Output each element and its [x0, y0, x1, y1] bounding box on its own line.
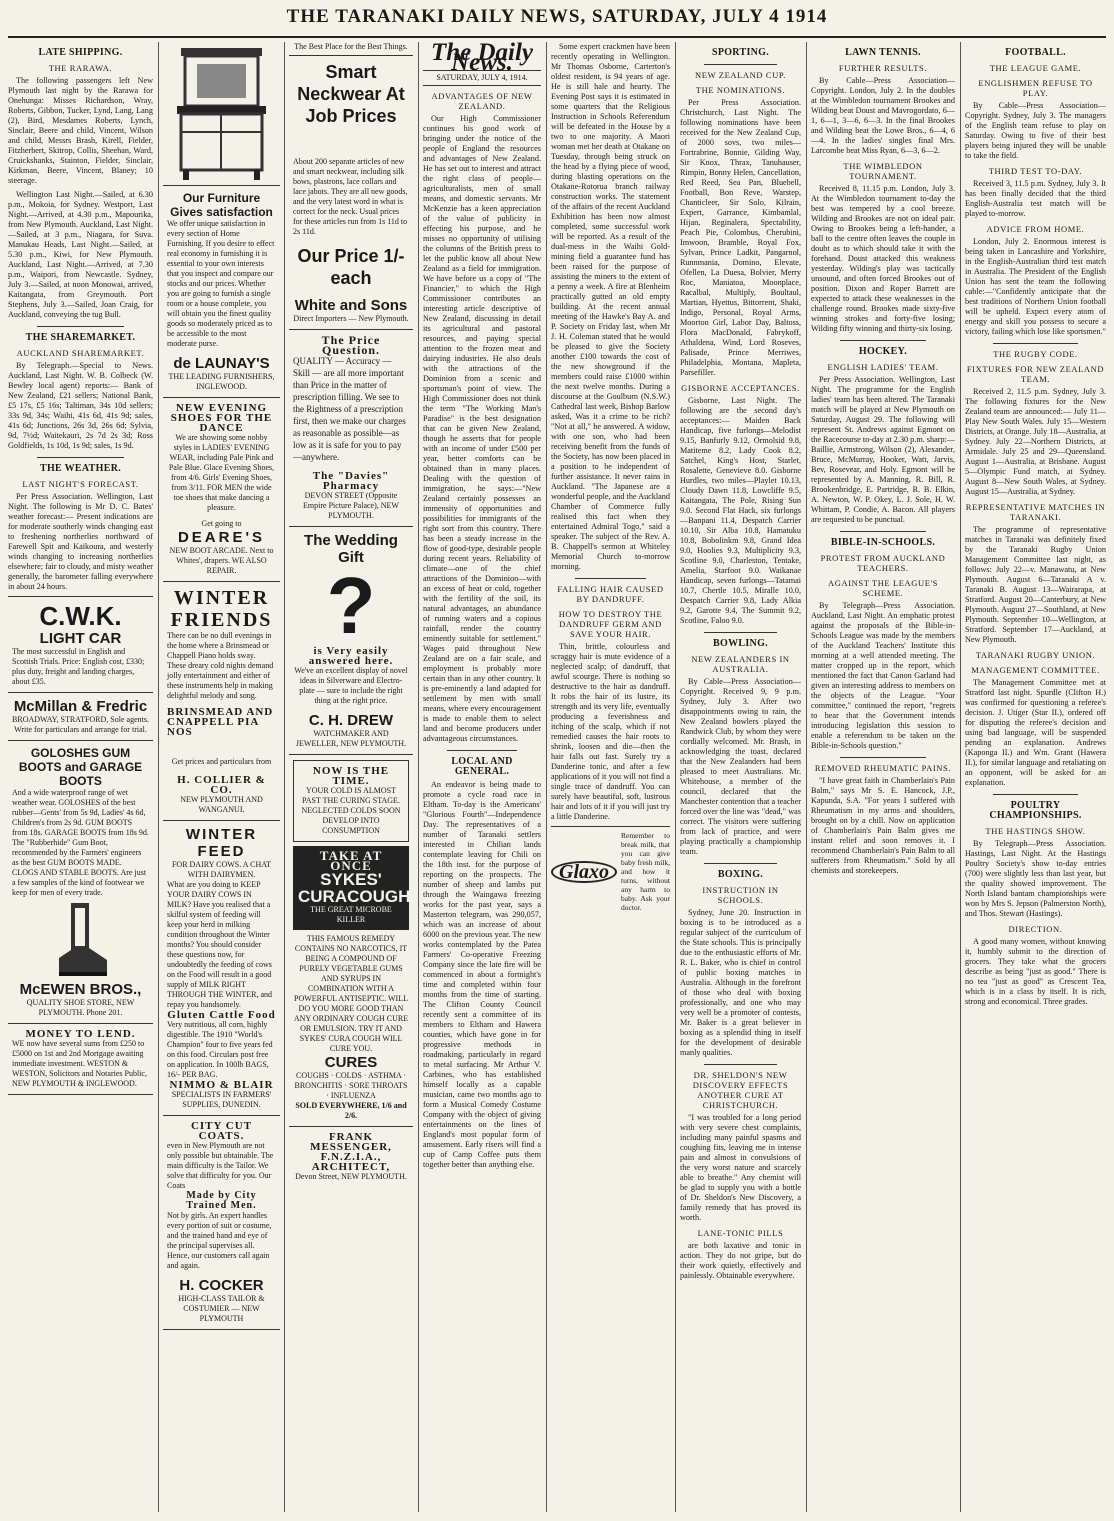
gluten-title: Gluten Cattle Food [167, 1009, 276, 1021]
nz-cup-heading: NEW ZEALAND CUP. [695, 70, 786, 80]
league-text: By Cable—Press Association—Copyright. Sydney, July 3. The managers of the English team refuse to play on Saturday. Owing to five of their best players being injured they will be unable to take the field. [965, 101, 1106, 160]
union-heading: TARANAKI RUGBY UNION. [975, 650, 1096, 660]
goloshes-advert [8, 741, 153, 1024]
wedding-gift-advert [289, 527, 413, 755]
divider [704, 64, 777, 65]
fixtures-text: Received 2, 11.5 p.m. Sydney, July 3. The following fixtures for the New Zealand team are announced:— July 11—Play New South Wales. July 15—Western Districts, at Orange. July 18—Australia, at Sydney. July 22—Northern Districts, at Armidale. July 25 and 29—Queensland. August 1—Australia, at Brisbane. August 5—Olympic Fund match, at Sydney. August 8—New South Wales, at Sydney. August 15—Australia, at Sydney. [965, 387, 1106, 496]
league-heading: THE LEAGUE GAME. [989, 63, 1082, 73]
gluten-text: Very nutritious, all corn, highly digestible. The 1910 "World's Champion" four to five years fed on this food. Circulars post free on application. In 100lb BAGS, 16/- PER BAG. [167, 1020, 273, 1079]
masthead [0, 0, 1114, 36]
hockey-subheading: ENGLISH LADIES' TEAM. [827, 362, 939, 372]
local-news-text: Some expert crackmen have been recently operating in Wellington. Mr Thomas Osborne, Carterton's oldest resident, is 94 years of age. He is still hale and hearty. The Evening Post says it is estimated in some quarters that the Religious Instruction in Schools Referendum will be defeated in the House by a two to one majority. A Maori woman met her death at Otakane on Tuesday, through being struck on the head by a flying piece of wood, during blasting operations on the Otakane-Rotorua branch railway construction works. The statement of the affairs of the recent Auckland Exhibition has been now almost completed, some successful work will be reported. As a result of the dual-mess in the Waihi Gold-mining field a guarantee fund has been raised for the purpose of assisting the miners to the extent of a penny a week. A fire at Blenheim practically gutted an old empty building. At the recent annual meeting of the Hawke's Bay A. and P. Society on Friday last, when Mr J. H. Coleman stated that he would be pleased to give the Society another £100 towards the cost of the new showground if the members could raise £1000 within the next twelve months. During a discourse at the Goulburn (N.S.W.) Cathedral last week, Bishop Barlow asked, Was it a crime to be rich? "Not at all," he answered. A widow, with one son, who had been receiving benefit from the funds of the Society, has now been placed in a position to be independent of further assistance. It never rains in Auckland. "The Japanese are a wonderful people, and the Auckland Chamber of Commerce fully realised this fact when they entertained Admiral Togo," said a speaker. The subject of the Rev. A. B. Chappell's sermon at Whiteley Memorial Church to-morrow morning. [551, 42, 670, 571]
league-subheading: ENGLISHMEN REFUSE TO PLAY. [978, 78, 1093, 98]
money-advert [8, 1024, 153, 1095]
mcmillan-title: McMillan & Fredric [13, 698, 148, 715]
wedding-gift-title: The Wedding Gift [304, 532, 398, 566]
nominations-text: Per Press Association. Christchurch, Last Night. The following nominations have been received for the New Zealand Cup, of 2000 sovs, two miles—Fortrabrine, Bonnie, Gilding Way, Sir Knox, Thrax, Tanuhauser, Rimpin, Bonny Helen, Cancellation, Red Reed, Sea Pan, Bluebell, Football, Bon Reve, Warstep, Chanticleer, Sir Solo, Kilrain, Expert, Garrance, Kimbamlal, Hijan, Reginalera, Spectability, Peach Pie, Colombus, Cherubini, Imwoon, Bramble, Royal Fox, Sylvan, Prince Ladkit, Pangarnol, Runnmania, Domino, Elevate, Ofellen, La Duesa, Bolvier, Merry Roc, Maniatoa, Moonplace, Racalbal, Multiply, Boultaul, Martian, Hyettus, Bittorrent, Shaki, Indigo, Personal, Royal Arms, Moorton Girl, Labor Day, Baltoss, Flora MacDonald, Fabrykoff, Athaldena, Wind, Lord Roseves, Palisade, Prince Merriwes, Philadelphia, Montana, Mapleta, Parsefiller. [680, 98, 801, 377]
column-3 [289, 42, 413, 1514]
davies-title: The "Davies" Pharmacy [312, 470, 390, 492]
newspaper-flag: The Daily News. [430, 42, 534, 76]
column-2 [163, 42, 280, 1514]
editorial-text: Our High Commissioner continues his good work of bringing under the notice of the people of England the resources and advantages of New Zealand. He has set out to interest and attract the right class of people—agriculturalists, men of small means, and domestic servants. Mr McKenzie has a keen appreciation of the value of publicity in effecting his purpose, and he misses no opportunity of utilising the columns of the British press to let the public know all about New Zealand as a field for immigration. We have before us a copy of "The Financier," to which the High Commissioner contributes an interesting article descriptive of New Zealand, discussing in detail its agricultural and pastoral resources, and paying special attention to the frozen meat and dairying industries. He also deals with the attractions of the Dominion from a scenic and sportsman's point of view. The High Commissioner does not think the term "The Working Man's Paradise" is the best designation that can be given New Zealand, though he asserts that for people with an income of under £500 per year, better comforts can be obtained than in many places. Dealing with the question of immigration, he says:—"New Zealand certainly possesses an immensity of opportunities and possibilities for immigrants of the right sort from this country. There has been a steady increase in the flow of good-type, desirable people during recent years. Reliability of climate—one of the chief attractions of the Dominion—with an excess of heat or cold, together with the fertility of the soil, its natural advantages, an abundance of running waters and a copious rainfall, render the country eminently suitable for settlement." Wages paid throughout New Zealand are on a fair scale, and employment is probably more certain than in any other country. It is pre-eminently a land adapted for settlement by men with small means, where every encouragement is made to enable them to select land and become producers under advantageous circumstances. [423, 114, 541, 743]
column-7 [811, 42, 955, 1514]
neckwear-title: Smart Neckwear At Job Prices [297, 62, 405, 126]
bible-subheading-2: AGAINST THE LEAGUE'S SCHEME. [827, 578, 939, 598]
sykes-text: THIS FAMOUS REMEDY CONTAINS NO NARCOTICS, IT BEING A COMPOUND OF PURELY VEGETABLE GUMS AND SYRUPS IN COMBINATION WITH A POWERFUL ANTISEPTIC. WILL DO YOU MORE GOOD THAN ANY ORDINARY COUGH CURE OR EMULSION. TRY IT AND SYKES' CURA COUGH WILL CURE YOU. [293, 934, 409, 1053]
winter-friends-title: WINTER FRIENDS [170, 587, 273, 631]
glaxo-text: Remember to break milk, that you can give baby fresh milk, and how it turns, without any harm to baby. Ask your doctor. [621, 831, 670, 912]
furniture-title: Our Furniture Gives satisfaction [170, 191, 273, 219]
messenger-title: FRANK MESSENGER, F.N.Z.I.A., ARCHITECT, [310, 1131, 392, 1173]
masthead-rule [8, 36, 1106, 38]
money-text: WE now have several sums from £250 to £5000 on 1st and 2nd Mortgage awaiting immediate investment. WESTON & WESTON, Solicitors and Notaries Public, NEW PLYMOUTH & INGLEWOOD. [12, 1039, 147, 1088]
union-subheading: MANAGEMENT COMMITTEE. [971, 665, 1100, 675]
messenger-subtitle: Devon Street, NEW PLYMOUTH. [295, 1172, 407, 1181]
sharemarket-text: By Telegraph.—Special to News. Auckland, Last Night. W. B. Colbeck (W. Bewley local agent) reports:— Bank of New Zealand, £21 sellers; National Bank, £5 17s, £5 16s; Taltiman, 34s 10d sellers; 33s 9d, 34s; Waihi, 41s 6d, 41s 9d; sales, 41s 6d; Junctions, 26s 3d, 26s 6d; Sylvia, 9d, 7½d; Waitekauri, 2s 7d 2s 3d; Ross Goldfields, 1s 10d, 1s 9d; sales, 1s 9d. [8, 361, 153, 450]
nimmo-subtitle: SPECIALISTS IN FARMERS' SUPPLIES, DUNEDIN. [171, 1090, 272, 1109]
divider [37, 457, 124, 458]
direction-heading: DIRECTION. [1008, 924, 1063, 934]
bowling-heading: BOWLING. [713, 638, 768, 649]
divider [575, 578, 646, 579]
column-6 [680, 42, 801, 1514]
editorial-heading: ADVANTAGES OF NEW ZEALAND. [431, 91, 533, 111]
lawn-tennis-heading: LAWN TENNIS. [845, 47, 921, 58]
column-8 [965, 42, 1106, 1514]
davies-subtitle: DEVON STREET (Opposite Empire Picture Palace), NEW PLYMOUTH. [303, 491, 399, 520]
sideboard-illustration [163, 42, 280, 182]
deare-title: DEARE'S [177, 529, 266, 546]
best-place-line: The Best Place for the Best Things. [289, 42, 413, 56]
divider [704, 863, 777, 864]
mcmillan-text: BROADWAY, STRATFORD, Sole agents. Write for particulars and arrange for trial. [12, 715, 149, 734]
column-rule [960, 42, 961, 1512]
column-rule [675, 42, 676, 1512]
time-text: YOUR COLD IS ALMOST PAST THE CURING STAGE. NEGLECTED COLDS SOON DEVELOP INTO CONSUMPTION [301, 786, 401, 835]
goloshes-title: GOLOSHES GUM BOOTS and GARAGE BOOTS [18, 746, 143, 788]
shipping-heading: LATE SHIPPING. [38, 47, 123, 58]
football-heading: FOOTBALL. [1005, 47, 1066, 58]
furniture-text: We offer unique satisfaction in every section of Home Furnishing. If you desire to effect real economy in furnishing it is essential to your own interests that you inspect and compare our stocks and our prices. Whether you are going to furnish a single room or a house complete, you will obtain you the finest quality goods so moderately priced as to be accessible to the most moderate purse. [167, 219, 275, 348]
rarawa-heading: THE RARAWA. [48, 63, 113, 73]
rugby-code-heading: THE RUGBY CODE. [993, 349, 1078, 359]
winter-friends-advert [163, 582, 280, 821]
glaxo-advert [551, 826, 670, 912]
neckwear-advert [289, 56, 413, 330]
wimbledon-text: Received 8, 11.15 p.m. London, July 3. At the Wimbledon tournament to-day the best was tempered by a cool breeze. Wilding and Brookes are not on ideal pair. Owing to Brookes being a left-hander, a ball to the centre often leaves the couple in doubt as to which should take it with the forehand. Doust attacked this weakness yesterday. Wilding's play was tactically unsound, and often forced Brookes out of position. Dixon and Roper Barrett are expected to attack these weaknesses in the challenge round. Brookes made sixty-five winning strokes and forty-five losing; Wilding fifty winning and thirty-six losing. [811, 184, 955, 333]
money-title: MONEY TO LEND. [25, 1028, 136, 1040]
divider [840, 340, 926, 341]
divider [447, 750, 518, 751]
collier-subtitle: NEW PLYMOUTH AND WANGANUI. [180, 795, 263, 814]
gisborne-text: Gisborne, Last Night. The following are the second day's acceptances:— Maiden Back Handicap, five furlongs—Melodist 9.15, Banfurly 9.12, Ormolsid 9.8, Matiteme 8.2, Lady Cook 8.2, Satchel, King's Host, Starlet, Rosalette, Genevieve 8.0. Gisborne Hurdles, two miles—Playlet 10.13, Cloudy Dawn 11.8, Lowcliffe 9.5, Kaitangata, The Pole, Rising Sun 9.0. Second Flat Hack, six furlongs—Banpani 11.4, Despatch Carrier 10.10, Sir Alba 10.8, Hamatuku 10.8, Bobolinkm 9.8, Grand Idea 9.0, Hoolies 9.3, Multiplicity 9.3, Scotline 9.0, Charleston, Tentake, Amelia, Starfoot 9.0. Waikanae Handicap, seven furlongs—Tatamai 10.7, Chertle 10.5, Miralle 10.0, Despatch Carrier 9.8, Lady Alkia 9.2, Garotte 9.4, The Summit 9.2, Scotline, Faloo 9.0. [680, 396, 801, 625]
poultry-heading: POULTRY CHAMPIONSHIPS. [989, 800, 1082, 821]
column-rule [806, 42, 807, 1512]
deare-pretitle: Get going to [201, 519, 242, 528]
hair-heading: FALLING HAIR CAUSED BY DANDRUFF. [557, 584, 664, 604]
drew-title: C. H. DREW [308, 712, 394, 729]
price-question-advert [289, 330, 413, 527]
messenger-advert [289, 1127, 413, 1187]
nominations-heading: THE NOMINATIONS. [695, 85, 786, 95]
goloshes-text: And a wide waterproof range of wet weather wear. GOLOSHES of the best rubber—Gents' from 5s 9d, Ladies' 4s 6d, Children's from 2s 9d. GUM BOOTS from 18s. GARAGE BOOTS from 18s 9d. The "Rubberhide" Gum Boot, recommended by the Farmers' engineers as the best GUM BOOTS MADE. CLOGS AND STABLE BOOTS. Are just a few samples of the kind of footwear we keep for men of every trade. [12, 788, 149, 897]
city-cut-text: even in New Plymouth are not only possible but obtainable. The main difficulty is the Tailor. We solve that difficulty for you. Our Coats [167, 1141, 274, 1190]
price-question-title: The Price Question. [321, 333, 381, 357]
cwk-subtitle: LIGHT CAR [39, 630, 122, 647]
sharemarket-subheading: AUCKLAND SHAREMARKET. [16, 348, 145, 358]
pills-heading: LANE-TONIC PILLS [697, 1228, 784, 1238]
wimbledon-heading: THE WIMBLEDON TOURNAMENT. [843, 161, 923, 181]
boot-illustration [51, 898, 111, 978]
price-question-text: QUALITY — Accuracy — Skill — are all more important than Price in the matter of prescription filling. We see to the Rightness of a prescription first, then we make our charges as reasonable as possible—as low as it is safe for you to pay—anywhere. [293, 356, 406, 462]
representative-heading: REPRESENTATIVE MATCHES IN TARANAKI. [965, 502, 1106, 522]
boxing-text: Sydney, June 20. Instruction in boxing is to be introduced as a regular subject of the curriculum of the State schools. This is principally due to the enthusiastic efforts of Mr. R. L. Baker, who is chief in control of public boxing matches in Australia. Although in the forefront of those who deal with boxing professionally, and one who may very well be a promoter of contests, Mr. Baker is a great believer in boxing as a splendid thing in itself for the development of desirable manly qualities. [680, 908, 801, 1057]
furniture-advert [163, 185, 280, 398]
cocker-subtitle: HIGH-CLASS TAILOR & COSTUMIER — NEW PLYMOUTH [178, 1294, 265, 1323]
column-rule [546, 42, 547, 1512]
cures-list: COUGHS · COLDS · ASTHMA · BRONCHITIS · SORE THROATS · INFLUENZA [294, 1071, 408, 1100]
rheumatic-heading: REMOVED RHEUMATIC PAINS. [814, 763, 952, 773]
mcmillan-advert [8, 693, 153, 741]
tennis-subheading: FURTHER RESULTS. [838, 63, 928, 73]
column-4 [423, 42, 541, 1514]
divider [704, 1064, 777, 1065]
gisborne-heading: GISBORNE ACCEPTANCES. [681, 383, 800, 393]
tennis-text: By Cable—Press Association—Copyright. London, July 2. In the doubles at the Wimbledon tournament Brookes and Wilding beat Doust and Mavrogordato, 6—1, 6—1, 3—6, 6—3. In the final Brookes and Wilding beat the Lowe Bros., 6—4, 6—4. In the ladies' singles final Mrs. Larcombe beat Miss Ryan, 6—3, 6—2. [811, 76, 955, 155]
divider [37, 326, 124, 327]
winter-friends-text: There can be no dull evenings in the home where a Brinsmead or Chappell Piano holds sway. These dreary cold nights demand jolly entertainment and either of these instruments help in making delightful melody and song. [167, 631, 274, 700]
rheumatic-text: "I have great faith in Chamberlain's Pain Balm," says Mr S. E. Hancock, J.P., Kapunda, S.A. "For years I suffered with Rheumatism in my arms and shoulders, brought on by a chill. Now on application of Chamberlain's Pain Balm gives me instant relief and soon removes it. I recommend Chamberlain's Pain Balm to all sufferers from Rheumatism." Sold by all chemists and storekeepers. [811, 776, 955, 875]
city-cut-advert [163, 1116, 280, 1330]
evening-shoes-text: We are showing some nobby styles in LADIES' EVENING WEAR, including Pale Pink and Pale Blue. Glace Evening Shoes, from 4/6. Girls' Evening Shoes, from 3/11. FOR MEN the wide toe shoes that make dancing a pleasure. [168, 433, 275, 512]
now-is-the-time-box [293, 760, 409, 842]
sharemarket-heading: THE SHAREMARKET. [25, 332, 136, 343]
poultry-subheading: THE HASTINGS SHOW. [985, 826, 1086, 836]
column-rule [418, 42, 419, 1512]
drew-subtitle: WATCHMAKER AND JEWELLER, NEW PLYMOUTH. [295, 729, 407, 748]
bible-heading: BIBLE-IN-SCHOOLS. [830, 537, 936, 548]
divider [993, 343, 1078, 344]
fixtures-heading: FIXTURES FOR NEW ZEALAND TEAM. [966, 364, 1105, 384]
local-general-text: An endeavor is being made to promote a cycle road race in Eltham. To-day is the Americans' "Glorious Fourth"—Independence Day. The representatives of a number of Taranaki settlers interested in Chilian lands contemplate leaving for Chili on the 18th inst. for the purpose of reporting on the prospects. The number of sheep and lambs put through the Waingawa freezing works for the past year, says a Masterton telegram, was 290,057, which was an increase of about 6000 on the previous year. The new works contemplated by the Patea Farmers' Co-operative Freezing Company since the late fire will be commenced in about a fortnight's time and completed within four months from the time of starting. The Clifton County Council recently sent a committee of its members to Eltham and Hawera counties, which have gone in for progressive methods in roadmaking, particularly in regard to metal surfacing. Mr Arthur V. Carbines, who has established himself locally as a capable musician, came two months ago to form a Musical Comedy Costume Company with the object of giving entertainments on the lines of England's most popular form of amusement. Early risers will find a cup of Camp Coffee puts them together better than anything else. [423, 780, 541, 1169]
poultry-text: By Telegraph—Press Association. Hastings, Last Night. At the Hastings Poultry Society's show to-day entries (700) were slightly less than last year, but the quality showed improvement. The North Island bantam championships were won by Mrs S. Jepson (Palmerston North), and Thos. Stewart (Hastings). [965, 839, 1106, 918]
pills-text: are both laxative and tonic in action. They do not gripe, but do their work quietly, effectively and painlessly. Obtainable everywhere. [680, 1241, 801, 1280]
evening-shoes-title: NEW EVENING SHOES FOR THE DANCE [170, 402, 273, 434]
boxing-subheading: INSTRUCTION IN SCHOOLS. [702, 885, 779, 905]
direction-text: A good many women, without knowing it, humbly submit to the direction of grocers. They take what the grocers describe as being "just as good." There is no tea "just as good" as Crescent Tea, which is in a class by itself. It is rich, strong and economical. Three grades. [965, 937, 1106, 1006]
column-rule [284, 42, 285, 1512]
hair-subheading: HOW TO DESTROY THE DANDRUFF GERM AND SAVE YOUR HAIR. [558, 609, 663, 639]
made-text: Not by girls. An expert handles every portion of suit or costume, and the trained hand and eye of the principal supervises all. Hence, our customers call again and again. [167, 1211, 272, 1270]
piano-text: Get prices and particulars from [171, 757, 272, 766]
city-cut-title: CITY CUT COATS. [190, 1120, 253, 1142]
rarawa-text: The following passengers left New Plymouth last night by the Rarawa for Onehunga: Misses Richardson, Wray, Roberts, Gibbon, Tucker, Lynd, Lang, Lang (2), Bird, Mesdames Roberts, Lynch, Sinclair, Beere and child, Vincent, Wilson and child, Messrs Brash, Kirell, Fielder, Fitzherbert, Skitrop, Collis, Sheehan, Ward, Cruickshanks, Stainton, Fielder, Sinclair, Kirkman, Beere, Vincent, Blaney; 10 steerage. [8, 76, 153, 185]
sykes-advert [289, 755, 413, 1127]
union-text: The Management Committee met at Stratford last night. Spurdle (Clifton H.) was confirmed for questioning a referee's decision. J. Utiger (Star II.), ordered off for disputing the referee's decision and using bad language, will be suspended pending an explanation. Andrews (Kaponga II.) and Wm. Grant (Hawera II.), for similar language and retaliating on an opponent, will be asked for an explanation. [965, 678, 1106, 787]
wedding-gift-text: We've an excellent display of novel ideas in Silverware and Electro-plate — sure to include the right thing at the right price. [294, 666, 408, 705]
weather-text: Per Press Association. Wellington, Last Night. The following is Mr D. C. Bates' weather forecast:— Present indications are for moderate southerly winds changing east to freshening northerlies northward of Farewell Spit and Kaikoura, and westerly winds changing to increasing northerlies elsewhere; fair to cloudy, and misty weather generally, the barometer falling everywhere in about 24 hours. [8, 492, 153, 591]
bowling-subheading: NEW ZEALANDERS IN AUSTRALIA. [691, 654, 790, 674]
advice-text: London, July 2. Enormous interest is being taken in Lancashire and Yorkshire, in the English-Australian third test match in Australia. The President of the English Union has sent the team the following cable:—"Confidently anticipate that the best traditions of Northern Union football will be upheld. Expect every atom of energy and skill you possess to secure a victory, failing which lose like sportsmen." [965, 237, 1106, 336]
nimmo-title: NIMMO & BLAIR [169, 1079, 274, 1091]
our-price-title: Our Price 1/- each [297, 246, 405, 288]
glaxo-logo: Glaxo [551, 861, 617, 883]
third-test-text: Received 3, 11.5 p.m. Sydney, July 3. It has been finally decided that the third English-Australia test match will be played to-morrow. [965, 179, 1106, 218]
made-title: Made by City Trained Men. [186, 1190, 257, 1211]
sheldon-text: "I was troubled for a long period with very severe chest complaints, including many painful spasms and coughing fits, leaving me in intense pain and almost in convulsions of the very worst nature and scarcely able to breathe." Any chemist will be glad to supply you with a bottle of Dr. Sheldon's New Discovery, a family remedy that has proved its worth. [680, 1113, 801, 1222]
collier-title: H. COLLIER & CO. [177, 774, 266, 796]
sykes-banner [293, 846, 409, 930]
divider [704, 632, 777, 633]
mcewen-title: McEWEN BROS., [19, 981, 142, 998]
representative-text: The programme of representative matches in Taranaki was definitely fixed by the Taranaki Rugby Union Management Committee last night, as follows: July 22—v. Manawatu, at New Plymouth. August 6—Taranaki A v. Taranaki B. August 13—Wairarapa, at Stratford. August 20—Canterbury, at New Plymouth. August 27—Southland, at New Plymouth. September 10—Wellington, at Stratford. September 17—Auckland, at New Plymouth. [965, 525, 1106, 644]
wedding-gift-answer: is Very easily answered here. [308, 645, 394, 667]
divider [840, 757, 926, 758]
weather-heading: THE WEATHER. [39, 463, 122, 474]
sykes-subtitle: THE GREAT MICROBE KILLER [310, 905, 392, 924]
masthead-title: THE TARANAKI DAILY NEWS, SATURDAY, JULY 4 1914 [286, 6, 828, 27]
sykes-pretitle: TAKE AT ONCE [319, 848, 383, 873]
hockey-text: Per Press Association. Wellington, Last Night. The programme for the English ladies' team has been altered. The Taranaki match will be played at New Plymouth on Saturday, August 29. The following will represent St. Andrews against Egmont on the Racecourse to-day at 2.30 p.m. sharp:—Baillie, Armstrong, Wilson (2), Alexander, Bruce, McMurray, Hooker, Watt, Jarvis, Bev, Rosevear, and Holy. Egmont will be represented by A. Manning, R. Bill, R. Brookenbridge, E. Partridge, R. B. Elkin, A. Newton, W. P. Okey, L. J. Sole, H. W. Whittam, P. Condie, A. Bacon. All players are requested to be punctual. [811, 375, 955, 524]
column-1 [8, 42, 153, 1514]
column-5 [551, 42, 670, 1514]
cures-price: SOLD EVERYWHERE, 1/6 and 2/6. [295, 1101, 407, 1120]
white-sons-title: White and Sons [294, 297, 408, 314]
winter-feed-title: WINTER FEED [185, 826, 258, 860]
time-title: NOW IS THE TIME. [312, 765, 390, 787]
local-general-heading: LOCAL AND GENERAL. [451, 756, 513, 777]
divider [840, 531, 926, 532]
delaunay-title: de LAUNAY'S [173, 355, 270, 372]
cwk-advert [8, 596, 153, 693]
bible-text: By Telegraph—Press Association. Auckland, Last Night. An emphatic protest against the proposals of the Bible-in-Schools League was made by the members of the Auckland Teachers' Institute this morning at a well attended meeting. The matter cropped up in the report, which mentioned the fact that Canon Garland had given an interesting address to members on the objects of the League. "Your committee," continued the report, "regrets to hear that the Government intends introducing legislation this session to enable a referendum to be taken on the Bible-in-Schools question." [811, 601, 955, 750]
mcewen-text: QUALITY SHOE STORE, NEW PLYMOUTH. Phone 201. [26, 998, 135, 1017]
cocker-title: H. COCKER [179, 1277, 264, 1294]
winter-feed-advert [163, 821, 280, 1116]
cures-title: CURES [324, 1054, 378, 1071]
divider [993, 794, 1078, 795]
neckwear-text: About 200 separate articles of new and smart neckwear, including silk bows, plastrons, lace collars and lace jabots. They are all new goods, and the very latest word in what is correct for the neck. Usual prices for these articles run from 1s 11d to 2s 11d. [293, 157, 408, 236]
hockey-heading: HOCKEY. [858, 346, 908, 357]
deare-subtitle: NEW BOOT ARCADE. Next to Whites', drapers. WE ALSO REPAIR. [169, 546, 274, 575]
piano-title: BRINSMEAD AND CNAPPELL PIA NOS [167, 706, 274, 738]
evening-shoes-advert [163, 398, 280, 582]
bowling-text: By Cable—Press Association—Copyright. Received 9, 9 p.m. Sydney, July 3. After two disappointments owing to rain, the New Zealand bowlers played the Randwick Club, by whom they were cordially welcomed. Mr. Brash, in acknowledging the toast, declared that the New Zealanders had been pleased to meet Australians. Mr. Whitehouse, a member of the council, declared that the Manchester contention that a teacher forced over the line was "dead," was correct. The visitors were suffering from lack of practice, and were playing practically a championship team. [680, 677, 801, 856]
bible-subheading: PROTEST FROM AUCKLAND TEACHERS. [820, 553, 946, 573]
column-rule [158, 42, 159, 1512]
winter-feed-subtitle: FOR DAIRY COWS. A CHAT WITH DAIRYMEN. [171, 860, 272, 879]
delaunay-subtitle: THE LEADING FURNISHERS, INGLEWOOD. [168, 372, 275, 391]
third-test-heading: THIRD TEST TO-DAY. [988, 166, 1083, 176]
cwk-text: The most successful in English and Scottish Trials. Price: English cost, £330; plus duty, freight and landing charges, about £35. [12, 647, 145, 686]
sheldon-heading: DR. SHELDON'S NEW DISCOVERY EFFECTS ANOTHER CURE AT CHRISTCHURCH. [692, 1070, 789, 1110]
cwk-title: C.W.K. [39, 601, 122, 631]
weather-subheading: LAST NIGHT'S FORECAST. [22, 479, 139, 489]
white-sons-subtitle: Direct Importers — New Plymouth. [293, 314, 409, 323]
winter-feed-text: What are you doing to KEEP YOUR DAIRY COWS IN MILK? Have you realised that a skilful system of feeding will keep your herd in milking condition throughout the Winter months? You should consider these questions now, for undoubtedly the feeding of cows on the Food will result in a good supply of MILK RIGHT THROUGH THE WINTER, and repay you handsomely. [167, 880, 273, 1009]
sykes-title: SYKES' CURACOUGH [298, 870, 411, 906]
sporting-heading: SPORTING. [711, 47, 770, 58]
shipping-text: Wellington Last Night.—Sailed, at 6.30 p.m., Mokoia, for Sydney. Westport, Last Night.—Arrived, at 4.30 p.m., Mapourika, from New Plymouth. Auckland, Last Night.—Sailed, at 3 p.m., Niagara, for Suva. Manukau Heads, Last Night.—Sailed, at 5.30 p.m., Kiwi, for New Plymouth. Auckland, Last Night.—Arrived, at 7.30 p.m., Waipori, from Newcastle. Sydney, July 3.—Sailed, at noon Monowai, arrived, Kaitangata, from Greymouth. Port Stephens, July 3.—Sailed, Joan Craig, for Auckland, conveying the tug Bull. [8, 190, 153, 319]
advice-heading: ADVICE FROM HOME. [986, 224, 1085, 234]
boxing-heading: BOXING. [717, 869, 764, 880]
hair-text: Thin, brittle, colourless and scraggy hair is mute evidence of a neglected scalp; of dandruff, that awful scourge. There is nothing so destructive to the hair as dandruff. It robs the hair of its lustre, its strength and its very life, eventually producing a feverishness and itching of the scalp, which if not remedied causes the hair roots to shrink, loosen and die—then the hair falls out fast. Surely try a Danderine tonic, and after a few applications of it you will not find a single trace of dandruff. You can surely have beautiful, soft, lustrous hair and lots of it if you will just try a little Danderine. [551, 642, 670, 821]
edition-date: SATURDAY, JULY 4, 1914. [423, 70, 541, 86]
question-mark: ? [326, 561, 376, 650]
